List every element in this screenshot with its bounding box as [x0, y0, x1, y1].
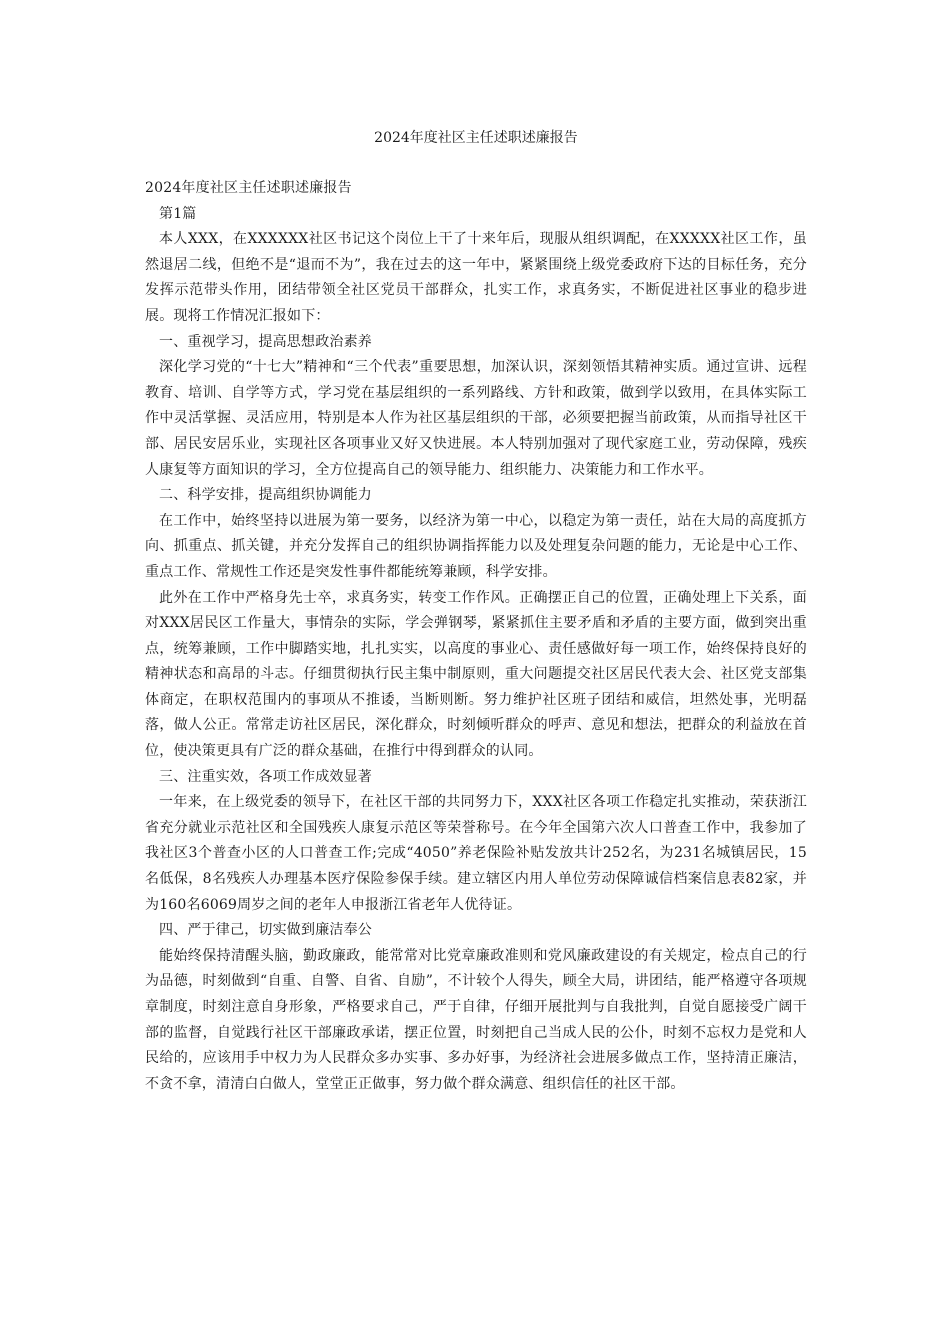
section-heading-4: 四、严于律己，切实做到廉洁奉公 [159, 922, 372, 939]
paragraph-section-3: 一年来，在上级党委的领导下，在社区干部的共同努力下，XXX社区各项工作稳定扎实推动，荣获浙江省充分就业示范社区和全国残疾人康复示范区等荣誉称号。在今年全国第六次人口普查工作中，我参加了我社区3个普查小区的人口普查工作;完成“4050”养老保险补贴发放共计252名，为231名城镇居民，15名低保，8名残疾人办理基本医疗保险参保手续。建立辖区内用人单位劳动保障诚信档案信息表82家，并为160名6069周岁之间的老年人申报浙江省老年人优待证。 [145, 794, 807, 913]
section-heading-3: 三、注重实效，各项工作成效显著 [159, 768, 372, 785]
paragraph-section-1: 深化学习党的“十七大”精神和“三个代表”重要思想，加深认识，深刻领悟其精神实质。通过宣讲、远程教育、培训、自学等方式，学习党在基层组织的一系列路线、方针和政策，做到学以致用，在具体实际工作中灵活掌握、灵活应用，特别是本人作为社区基层组织的干部，必须要把握当前政策，从而指导社区干部、居民安居乐业，实现社区各项事业又好又快进展。本人特别加强对了现代家庭工业，劳动保障，残疾人康复等方面知识的学习，全方位提高自己的领导能力、组织能力、决策能力和工作水平。 [145, 359, 807, 478]
part-label: 第1篇 [159, 205, 197, 222]
document-subtitle: 2024年度社区主任述职述廉报告 [145, 180, 352, 196]
paragraph-section-4: 能始终保持清醒头脑，勤政廉政，能常常对比党章廉政准则和党风廉政建设的有关规定，检点自己的行为品德，时刻做到“自重、自警、自省、自励”，不计较个人得失，顾全大局，讲团结，能严格遵守各项规章制度，时刻注意自身形象，严格要求自己，严于自律，仔细开展批判与自我批判，自觉自愿接受广阔干部的监督，自觉践行社区干部廉政承诺，摆正位置，时刻把自己当成人民的公仆，时刻不忘权力是党和人民给的，应该用手中权力为人民群众多办实事、多办好事，为经济社会进展多做点工作，坚持清正廉洁，不贪不拿，清清白白做人，堂堂正正做事，努力做个群众满意、组织信任的社区干部。 [145, 947, 807, 1092]
page-title: 2024年度社区主任述职述廉报告 [374, 130, 578, 146]
section-heading-1: 一、重视学习，提高思想政治素养 [159, 333, 372, 350]
paragraph-intro: 本人XXX，在XXXXXX社区书记这个岗位上干了十来年后，现服从组织调配，在XXXXX社区工作，虽然退居二线，但绝不是“退而不为”，我在过去的这一年中，紧紧围绕上级党委政府下达的目标任务，充分发挥示范带头作用，团结带领全社区党员干部群众，扎实工作，求真务实，不断促进社区事业的稳步进展。现将工作情况汇报如下： [145, 231, 807, 324]
document-body [145, 176, 807, 1097]
section-heading-2: 二、科学安排，提高组织协调能力 [159, 487, 372, 504]
paragraph-section-2a: 在工作中，始终坚持以进展为第一要务，以经济为第一中心，以稳定为第一责任，站在大局的高度抓方向、抓重点、抓关键，并充分发挥自己的组织协调指挥能力以及处理复杂问题的能力，无论是中心工作、重点工作、常规性工作还是突发性事件都能统筹兼顾，科学安排。 [145, 512, 807, 580]
paragraph-section-2b: 此外在工作中严格身先士卒，求真务实，转变工作作风。正确摆正自己的位置，正确处理上下关系，面对XXX居民区工作量大，事情杂的实际，学会弹钢琴，紧紧抓住主要矛盾和矛盾的主要方面，做到突出重点，统筹兼顾，工作中脚踏实地，扎扎实实，以高度的事业心、责任感做好每一项工作，始终保持良好的精神状态和高昂的斗志。仔细贯彻执行民主集中制原则，重大问题提交社区居民代表大会、社区党支部集体商定，在职权范围内的事项从不推诿，当断则断。努力维护社区班子团结和威信，坦然处事，光明磊落，做人公正。常常走访社区居民，深化群众，时刻倾听群众的呼声、意见和想法，把群众的利益放在首位，使决策更具有广泛的群众基础，在推行中得到群众的认同。 [145, 589, 807, 760]
